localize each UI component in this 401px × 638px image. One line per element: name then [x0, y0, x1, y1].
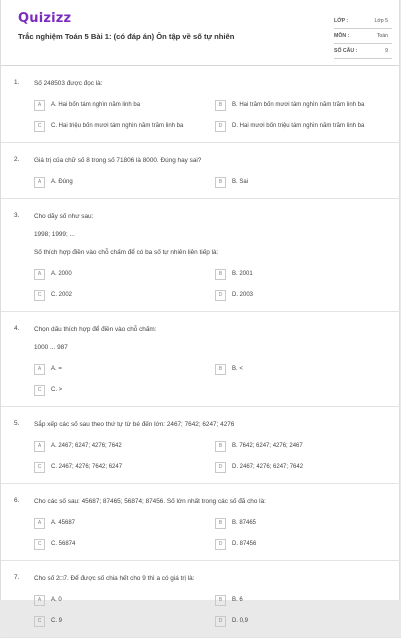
meta-table — [334, 14, 392, 59]
answer-option[interactable] — [215, 461, 390, 473]
option-letter-box: C — [34, 385, 45, 396]
question-list — [1, 66, 401, 638]
option-letter-box: D — [215, 290, 226, 301]
option-letter-box: B — [215, 364, 226, 375]
answer-option[interactable] — [215, 538, 390, 550]
answer-option[interactable] — [215, 99, 390, 111]
answer-options — [34, 176, 401, 188]
answer-option[interactable] — [215, 440, 390, 452]
option-letter-box: D — [215, 121, 226, 132]
option-letter-box: C — [34, 462, 45, 473]
answer-option[interactable] — [34, 176, 215, 188]
option-letter-box: A — [34, 269, 45, 280]
option-label: D. Hai mươi bốn triệu tám nghìn năm trăm linh ba — [232, 123, 365, 129]
answer-option[interactable] — [34, 268, 215, 280]
meta-label: MÔN : — [334, 33, 350, 39]
answer-option[interactable] — [215, 120, 390, 132]
option-letter-box: D — [215, 539, 226, 550]
option-letter-box: A — [34, 177, 45, 188]
answer-option[interactable] — [34, 99, 215, 111]
answer-option[interactable] — [34, 594, 215, 606]
page-title: Trắc nghiệm Toán 5 Bài 1: (có đáp án) Ôn tập về số tự nhiên — [18, 32, 235, 41]
option-letter-box: D — [215, 616, 226, 627]
answer-options — [34, 517, 401, 550]
question-number: 5. — [14, 420, 20, 427]
option-label: A. 45687 — [51, 520, 76, 526]
question-extra-text: 1998; 1999; ... — [34, 231, 75, 238]
question-block — [1, 561, 401, 638]
question-text: Chọn dấu thích hợp để điền vào chỗ chấm: — [34, 326, 157, 333]
meta-label: SỐ CÂU : — [334, 48, 358, 54]
option-letter-box: C — [34, 539, 45, 550]
answer-options — [34, 99, 401, 132]
question-number: 7. — [14, 574, 20, 581]
option-letter-box: C — [34, 121, 45, 132]
option-letter-box: B — [215, 177, 226, 188]
meta-value: 9 — [385, 48, 388, 54]
option-letter-box: B — [215, 269, 226, 280]
meta-row-class — [334, 14, 392, 29]
option-letter-box: C — [34, 290, 45, 301]
worksheet-header — [1, 0, 399, 66]
option-letter-box: C — [34, 616, 45, 627]
answer-option[interactable] — [215, 615, 390, 627]
option-label: D. 0,9 — [232, 618, 249, 624]
answer-option[interactable] — [34, 120, 215, 132]
option-label: B. 2001 — [232, 271, 253, 277]
question-text: Cho dãy số như sau: — [34, 213, 94, 220]
option-letter-box: B — [215, 518, 226, 529]
answer-options — [34, 594, 401, 627]
quizizz-logo: Quizizz — [18, 11, 72, 26]
answer-options — [34, 440, 401, 473]
meta-value: Toán — [376, 33, 388, 39]
question-text: Cho các số sau: 45687; 87465; 56874; 87456. Số lớn nhất trong các số đã cho là: — [34, 498, 266, 505]
option-label: C. 56874 — [51, 541, 76, 547]
answer-option[interactable] — [34, 384, 215, 396]
answer-option[interactable] — [215, 289, 390, 301]
option-label: B. < — [232, 366, 243, 372]
answer-option[interactable] — [34, 289, 215, 301]
answer-option[interactable] — [215, 176, 390, 188]
answer-options — [34, 363, 401, 396]
option-label: A. Hai bốn tám nghìn năm linh ba — [51, 102, 141, 108]
option-label: C. 9 — [51, 618, 63, 624]
option-label: C. Hai triệu bốn mươi tám nghìn năm trăm linh ba — [51, 123, 184, 129]
option-label: A. 2467; 6247; 4276; 7642 — [51, 443, 122, 449]
answer-option[interactable] — [34, 440, 215, 452]
question-block — [1, 199, 401, 312]
answer-option[interactable] — [34, 615, 215, 627]
question-block — [1, 484, 401, 561]
option-label: A. 0 — [51, 597, 62, 603]
meta-label: LỚP : — [334, 18, 349, 24]
option-label: C. > — [51, 387, 63, 393]
option-letter-box: A — [34, 441, 45, 452]
option-letter-box: D — [215, 462, 226, 473]
question-extra-text: 1000 ... 987 — [34, 344, 68, 351]
question-text: Cho số 2□7. Để được số chia hết cho 9 thì a có giá trị là: — [34, 575, 195, 582]
question-block — [1, 143, 401, 199]
option-label: D. 2003 — [232, 292, 254, 298]
option-letter-box: A — [34, 518, 45, 529]
answer-option[interactable] — [215, 268, 390, 280]
option-label: A. 2000 — [51, 271, 72, 277]
question-text: Giá trị của chữ số 8 trong số 71806 là 8000. Đúng hay sai? — [34, 157, 202, 164]
meta-value: Lớp 5 — [374, 18, 388, 24]
question-text: Số 248503 được đọc là: — [34, 80, 103, 87]
option-label: B. 6 — [232, 597, 243, 603]
answer-option[interactable] — [215, 363, 390, 375]
option-label: C. 2467; 4276; 7642; 6247 — [51, 464, 123, 470]
option-letter-box: A — [34, 100, 45, 111]
question-number: 6. — [14, 497, 20, 504]
question-block — [1, 66, 401, 143]
option-label: B. 87465 — [232, 520, 257, 526]
option-label: B. 7642; 6247; 4276; 2467 — [232, 443, 303, 449]
question-extra-text: Số thích hợp điền vào chỗ chấm để có ba số tự nhiên liên tiếp là: — [34, 249, 219, 256]
option-label: B. Sai — [232, 179, 249, 185]
answer-options — [34, 268, 401, 301]
answer-option[interactable] — [34, 517, 215, 529]
question-text: Sắp xếp các số sau theo thứ tự từ bé đến lớn: 2467; 7642; 6247; 4276 — [34, 421, 235, 428]
answer-option[interactable] — [34, 461, 215, 473]
option-letter-box: B — [215, 441, 226, 452]
question-number: 3. — [14, 212, 20, 219]
option-label: D. 2467; 4276; 6247; 7642 — [232, 464, 304, 470]
meta-row-subject — [334, 29, 392, 44]
option-label: A. Đúng — [51, 179, 73, 185]
option-label: C. 2002 — [51, 292, 73, 298]
question-block — [1, 312, 401, 407]
option-letter-box: A — [34, 364, 45, 375]
option-label: A. = — [51, 366, 62, 372]
answer-option[interactable] — [34, 538, 215, 550]
option-letter-box: B — [215, 100, 226, 111]
question-number: 1. — [14, 79, 20, 86]
question-number: 2. — [14, 156, 20, 163]
answer-option[interactable] — [215, 517, 390, 529]
option-label: B. Hai trăm bốn mươi tám nghìn năm trăm linh ba — [232, 102, 365, 108]
option-letter-box: A — [34, 595, 45, 606]
answer-option[interactable] — [34, 363, 215, 375]
option-label: D. 87456 — [232, 541, 257, 547]
meta-row-count — [334, 44, 392, 59]
question-block — [1, 407, 401, 484]
question-number: 4. — [14, 325, 20, 332]
answer-option[interactable] — [215, 594, 390, 606]
option-letter-box: B — [215, 595, 226, 606]
